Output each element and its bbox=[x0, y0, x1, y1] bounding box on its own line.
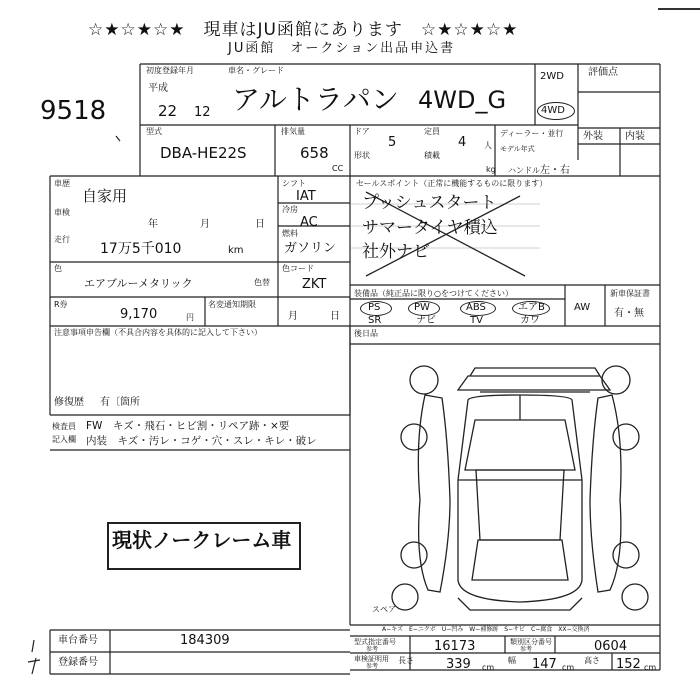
recycle-value: 9,170 bbox=[120, 307, 158, 322]
fuel-label: 燃料 bbox=[282, 229, 298, 238]
no-claim-stamp-text: 現状ノークレーム車 bbox=[112, 528, 292, 552]
color-label: 色 bbox=[54, 264, 62, 273]
notes-label: 注意事項申告欄（不具合内容を具体的に記入して下さい） bbox=[54, 328, 262, 337]
capacity-value: 4 bbox=[458, 135, 467, 150]
height-value: 152 bbox=[616, 657, 641, 672]
sheet-title: JU函館 オークション出品申込書 bbox=[228, 41, 456, 56]
dealer-label: ディーラー・並行 bbox=[500, 129, 564, 138]
category-value: 0604 bbox=[594, 639, 628, 654]
paint-label: 色替 bbox=[254, 278, 270, 287]
entry-label: 記入欄 bbox=[52, 435, 76, 444]
usage-value: 自家用 bbox=[82, 187, 128, 205]
aircon-value: AC bbox=[300, 215, 318, 230]
first-reg-era: 平成 bbox=[148, 83, 168, 94]
sales-point-item: サマータイヤ積込 bbox=[362, 218, 498, 238]
chassis-label: 車台番号 bbox=[58, 635, 98, 646]
spare-label: スペア bbox=[372, 605, 396, 614]
tax-notice-month: 月 bbox=[288, 311, 298, 322]
load-label: 積載 bbox=[424, 151, 440, 160]
color-code-value: ZKT bbox=[302, 277, 327, 292]
inspection-label: 車検 bbox=[54, 208, 70, 217]
first-reg-year: 22 bbox=[158, 102, 178, 120]
inspection-line-2: 内装 キズ・汚レ・コゲ・穴・スレ・キレ・破レ bbox=[86, 435, 317, 447]
length-label: 長さ bbox=[398, 656, 414, 665]
shift-value: IAT bbox=[296, 189, 316, 204]
type-designation-sub: 参考 bbox=[366, 646, 379, 653]
equipment-leather: カワ bbox=[520, 315, 540, 326]
chassis-value: 184309 bbox=[180, 633, 230, 648]
color-code-label: 色コード bbox=[282, 264, 314, 273]
inspection-line-1: FW キズ・飛石・ヒビ割・リペア跡・×要 bbox=[86, 420, 290, 432]
mileage-label: 走行 bbox=[54, 235, 70, 244]
margin-mark bbox=[28, 640, 40, 674]
type-designation-label: 型式指定番号 bbox=[354, 638, 396, 646]
lot-number: 9518 bbox=[40, 96, 107, 126]
displacement-value: 658 bbox=[300, 144, 329, 162]
width-unit: cm bbox=[562, 663, 575, 672]
doors-label: ドア bbox=[354, 127, 370, 136]
tax-notice-label: 名変通知期限 bbox=[208, 300, 256, 309]
fuel-value: ガソリン bbox=[284, 241, 337, 256]
load-unit: kg bbox=[486, 165, 496, 174]
category-sub: 参考 bbox=[520, 646, 533, 653]
equipment-ps: PS bbox=[368, 302, 381, 313]
inspector-label: 検査員 bbox=[52, 422, 76, 431]
car-name-label: 車名・グレード bbox=[228, 66, 284, 75]
inspection-month: 月 bbox=[200, 219, 210, 230]
warranty-label: 新車保証書 bbox=[610, 289, 650, 298]
model-label: 型式 bbox=[146, 127, 162, 136]
tax-notice-day: 日 bbox=[330, 311, 340, 322]
interior-label: 内装 bbox=[625, 131, 645, 142]
width-value: 147 bbox=[532, 657, 557, 672]
margin-mark bbox=[116, 136, 120, 141]
color-value: エアブルーメタリック bbox=[84, 277, 193, 290]
shape-label: 形状 bbox=[354, 151, 370, 160]
repair-history-value: 有〔箇所 bbox=[100, 397, 140, 408]
sales-points-label: セールスポイント（正常に機能するものに限ります） bbox=[356, 179, 548, 188]
first-reg-label: 初度登録年月 bbox=[146, 66, 194, 75]
width-label: 幅 bbox=[508, 656, 516, 665]
exterior-label: 外装 bbox=[583, 131, 603, 142]
equipment-abs: ABS bbox=[466, 302, 486, 313]
equipment-navi: ナビ bbox=[416, 315, 436, 326]
registration-label: 登録番号 bbox=[58, 657, 98, 668]
mileage-value: 17万5千010 bbox=[100, 241, 182, 257]
sales-point-item: プッシュスタート bbox=[362, 193, 497, 213]
displacement-unit: CC bbox=[332, 164, 344, 173]
inspection-day: 日 bbox=[255, 219, 265, 230]
usage-label: 車歴 bbox=[54, 179, 70, 188]
banner: ☆★☆★☆★ 現車はJU函館にあります ☆★☆★☆★ bbox=[88, 20, 519, 40]
type-designation-value: 16173 bbox=[434, 639, 476, 654]
evaluation-label: 評価点 bbox=[588, 67, 618, 78]
car-grade-value: 4WD_G bbox=[418, 86, 507, 114]
category-label: 類別区分番号 bbox=[510, 638, 552, 646]
model-value: DBA-HE22S bbox=[160, 144, 247, 162]
doors-value: 5 bbox=[388, 135, 397, 150]
recycle-label: R券 bbox=[54, 300, 68, 309]
equipment-aw: AW bbox=[574, 302, 591, 313]
height-unit: cm bbox=[644, 663, 657, 672]
length-unit: cm bbox=[482, 663, 495, 672]
first-reg-month: 12 bbox=[194, 105, 211, 120]
model-year-label: モデル年式 bbox=[500, 145, 535, 153]
car-name-value: アルトラパン bbox=[232, 83, 399, 116]
equipment-sr: SR bbox=[368, 315, 382, 326]
drive-2wd: 2WD bbox=[540, 71, 564, 82]
capacity-label: 定員 bbox=[424, 127, 440, 136]
displacement-label: 排気量 bbox=[281, 127, 305, 136]
inspection-year: 年 bbox=[148, 219, 158, 230]
warranty-value: 有・無 bbox=[614, 308, 644, 319]
handle-label: ハンドル bbox=[508, 166, 540, 175]
aircon-label: 冷房 bbox=[282, 205, 298, 214]
equipment-label: 装備品（純正品に限り○をつけてください） bbox=[354, 289, 513, 298]
equipment-airbag: エアB bbox=[518, 302, 545, 313]
drive-4wd: 4WD bbox=[541, 105, 565, 116]
equipment-pw: PW bbox=[414, 302, 430, 313]
length-value: 339 bbox=[446, 657, 471, 672]
rear-label: 後日品 bbox=[354, 329, 378, 338]
certificate-sub: 参考 bbox=[366, 663, 379, 670]
sales-point-item: 社外ナビ bbox=[362, 242, 430, 262]
capacity-unit: 人 bbox=[484, 141, 492, 150]
recycle-unit: 円 bbox=[186, 313, 194, 322]
certificate-label: 車検証明用 bbox=[354, 655, 389, 663]
damage-legend: A−キズ E−ニクボ U−凹み W−補修跡 S−サビ C−腐食 XX−交換済 bbox=[382, 626, 590, 633]
car-diagram bbox=[392, 366, 648, 610]
height-label: 高さ bbox=[584, 656, 600, 665]
handle-options: 左・右 bbox=[540, 165, 570, 176]
shift-label: シフト bbox=[282, 179, 306, 188]
equipment-tv: TV bbox=[470, 315, 483, 326]
repair-history: 修復歴 bbox=[54, 397, 84, 408]
mileage-unit: km bbox=[228, 245, 244, 256]
